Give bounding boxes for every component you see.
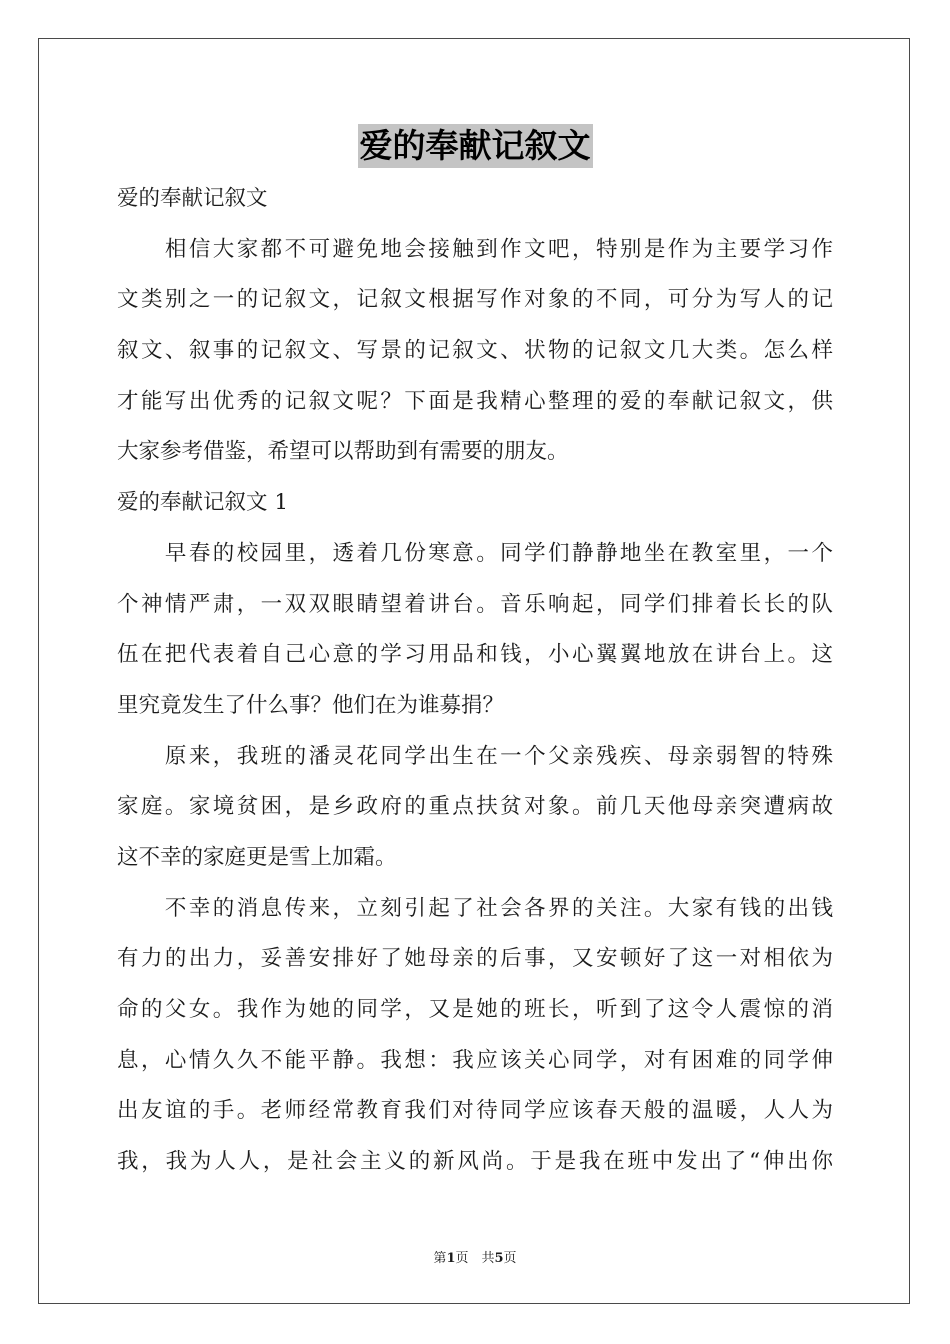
text-line: 家庭。家境贫困，是乡政府的重点扶贫对象。前几天他母亲突遭病故 <box>117 794 833 820</box>
text-line: 相信大家都不可避免地会接触到作文吧，特别是作为主要学习作 <box>117 236 833 262</box>
text-line: 出友谊的手。老师经常教育我们对待同学应该春天般的温暖，人人为 <box>117 1098 833 1124</box>
text-line: 爱的奉献记叙文 <box>117 186 268 211</box>
text-line: 爱的奉献记叙文 1 <box>117 490 289 516</box>
title-container <box>0 124 950 168</box>
text-line: 伍在把代表着自己心意的学习用品和钱，小心翼翼地放在讲台上。这 <box>117 642 833 668</box>
text-line: 我，我为人人，是社会主义的新风尚。于是我在班中发出了“伸出你 <box>117 1149 833 1175</box>
text-line: 这不幸的家庭更是雪上加霜。 <box>117 844 397 870</box>
footer-page-number: 1 <box>446 1251 456 1266</box>
footer-prefix: 第 <box>433 1251 447 1266</box>
footer-suffix: 页 <box>503 1251 517 1266</box>
text-line: 早春的校园里，透着几份寒意。同学们静静地坐在教室里，一个 <box>117 540 833 566</box>
page-footer <box>0 1247 950 1266</box>
text-line: 不幸的消息传来，立刻引起了社会各界的关注。大家有钱的出钱 <box>117 895 833 921</box>
text-line: 息，心情久久不能平静。我想：我应该关心同学，对有困难的同学伸 <box>117 1047 833 1073</box>
text-line: 才能写出优秀的记叙文呢？下面是我精心整理的爱的奉献记叙文，供 <box>117 388 833 414</box>
text-line: 个神情严肃，一双双眼睛望着讲台。音乐响起，同学们排着长长的队 <box>117 591 833 617</box>
text-line: 叙文、叙事的记叙文、写景的记叙文、状物的记叙文几大类。怎么样 <box>117 338 833 364</box>
document-title: 爱的奉献记叙文 <box>358 124 593 168</box>
footer-total-pages: 5 <box>494 1251 504 1266</box>
text-line: 原来，我班的潘灵花同学出生在一个父亲残疾、母亲弱智的特殊 <box>117 743 833 769</box>
footer-mid: 页 共 <box>455 1251 495 1266</box>
text-line: 大家参考借鉴，希望可以帮助到有需要的朋友。 <box>117 439 569 465</box>
text-line: 命的父女。我作为她的同学，又是她的班长，听到了这令人震惊的消 <box>117 997 833 1022</box>
document-body <box>117 180 833 1194</box>
text-line: 里究竟发生了什么事？他们在为谁募捐？ <box>117 692 505 718</box>
text-line: 有力的出力，妥善安排好了她母亲的后事，又安顿好了这一对相依为 <box>117 946 833 972</box>
text-line: 文类别之一的记叙文，记叙文根据写作对象的不同，可分为写人的记 <box>117 287 833 313</box>
